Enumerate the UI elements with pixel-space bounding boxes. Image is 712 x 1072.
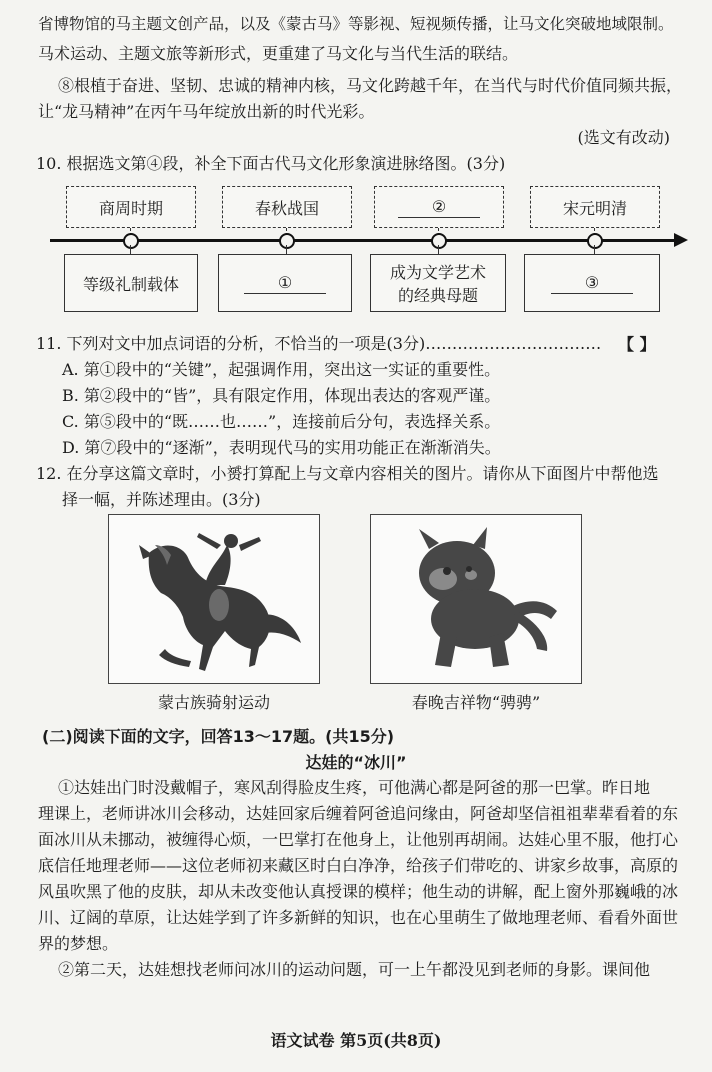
paragraph-1-line: 面冰川从未挪动，被缠得心烦，一巴掌打在他身上，让他别再胡闹。达娃心里不服，他打心 [38, 830, 679, 849]
horse-rider-silhouette [109, 515, 320, 684]
answer-bracket[interactable]: 【 】 [618, 335, 656, 354]
option-b: B. 第②段中的“皆”，具有限定作用，体现出表达的客观严谨。 [62, 386, 501, 405]
blank-3[interactable]: ③ [551, 273, 633, 294]
timeline-node [587, 233, 603, 249]
connector-line [438, 245, 439, 254]
image-caption-right: 春晚吉祥物“骋骋” [411, 693, 541, 712]
question-12-stem: 择一幅，并陈述理由。(3分) [62, 490, 261, 509]
role-box-ritual: 等级礼制载体 [64, 254, 198, 312]
connector-line [594, 245, 595, 254]
question-10-stem: 10. 根据选文第④段，补全下面古代马文化形象演进脉络图。(3分) [36, 154, 506, 173]
paragraph-8-line: 让“龙马精神”在丙午马年绽放出新的时代光彩。 [38, 102, 375, 121]
period-box-blank-2 [374, 186, 504, 228]
blank-2[interactable]: ② [398, 197, 480, 218]
period-box-shangzhou: 商周时期 [66, 186, 196, 228]
passage-line: 省博物馆的马主题文创产品，以及《蒙古马》等影视、短视频传播，让马文化突破地域限制。 [38, 15, 674, 33]
question-12-stem: 12. 在分享这篇文章时，小赟打算配上与文章内容相关的图片。请你从下面图片中帮他选 [36, 464, 659, 483]
blank-1[interactable]: ① [244, 273, 326, 294]
timeline-node [123, 233, 139, 249]
source-note: (选文有改动) [577, 128, 670, 147]
timeline-node [431, 233, 447, 249]
passage-line: 马术运动、主题文旅等新形式，更重建了马文化与当代生活的联结。 [38, 44, 519, 63]
paragraph-8-line: ⑧根植于奋进、坚韧、忠诚的精神内核，马文化跨越千年，在当代与时代价值同频共振， [58, 76, 683, 95]
option-d: D. 第⑦段中的“逐渐”，表明现代马的实用功能正在渐渐消失。 [62, 438, 501, 457]
paragraph-2-line: ②第二天，达娃想找老师问冰川的运动问题，可一上午都没见到老师的身影。课间他 [58, 960, 651, 979]
image-caption-left: 蒙古族骑射运动 [157, 693, 270, 712]
paragraph-1-line: ①达娃出门时没戴帽子，寒风刮得脸皮生疼，可他满心都是阿爸的那一巴掌。昨日地 [58, 778, 651, 797]
chengcheng-mascot-image [370, 514, 582, 684]
paragraph-1-line: 底信任地理老师——这位老师初来藏区时白白净净，给孩子们带吃的、讲家乡故事，高原的 [38, 856, 679, 875]
page-footer: 语文试卷 第5页(共8页) [270, 1031, 442, 1050]
role-box-blank-1 [218, 254, 352, 312]
paragraph-1-line: 界的梦想。 [38, 934, 119, 953]
role-box-blank-3 [524, 254, 660, 312]
connector-line [130, 245, 131, 254]
timeline-node [279, 233, 295, 249]
timeline-axis [50, 239, 676, 242]
timeline-arrow-icon [674, 233, 688, 247]
role-box-literature: 成为文学艺术 的经典母题 [370, 254, 506, 312]
paragraph-1-line: 理课上，老师讲冰川会移动，达娃回家后缠着阿爸追问缘由，阿爸却坚信祖祖辈辈看着的东 [38, 804, 679, 823]
paragraph-1-line: 风虽吹黑了他的皮肤，却从未改变他认真授课的模样；他生动的讲解，配上窗外那巍峨的冰 [38, 882, 679, 901]
mongol-horse-riding-image [108, 514, 320, 684]
question-11-stem: 11. 下列对文中加点词语的分析，不恰当的一项是(3分)…………………………… [36, 334, 602, 353]
period-box-songyuanmingqing: 宋元明清 [530, 186, 660, 228]
period-box-chunqiu: 春秋战国 [222, 186, 352, 228]
section-heading: (二)阅读下面的文字，回答13～17题。(共15分) [42, 727, 395, 746]
option-a: A. 第①段中的“关键”，起强调作用，突出这一实证的重要性。 [62, 360, 501, 379]
option-c: C. 第⑤段中的“既……也……”，连接前后分句，表选择关系。 [62, 412, 501, 431]
connector-line [286, 245, 287, 254]
mascot-pony-figure [371, 515, 582, 684]
paragraph-1-line: 川、辽阔的草原，让达娃学到了许多新鲜的知识，也在心里萌生了做地理老师、看看外面世 [38, 908, 679, 927]
article-title: 达娃的“冰川” [305, 753, 407, 772]
